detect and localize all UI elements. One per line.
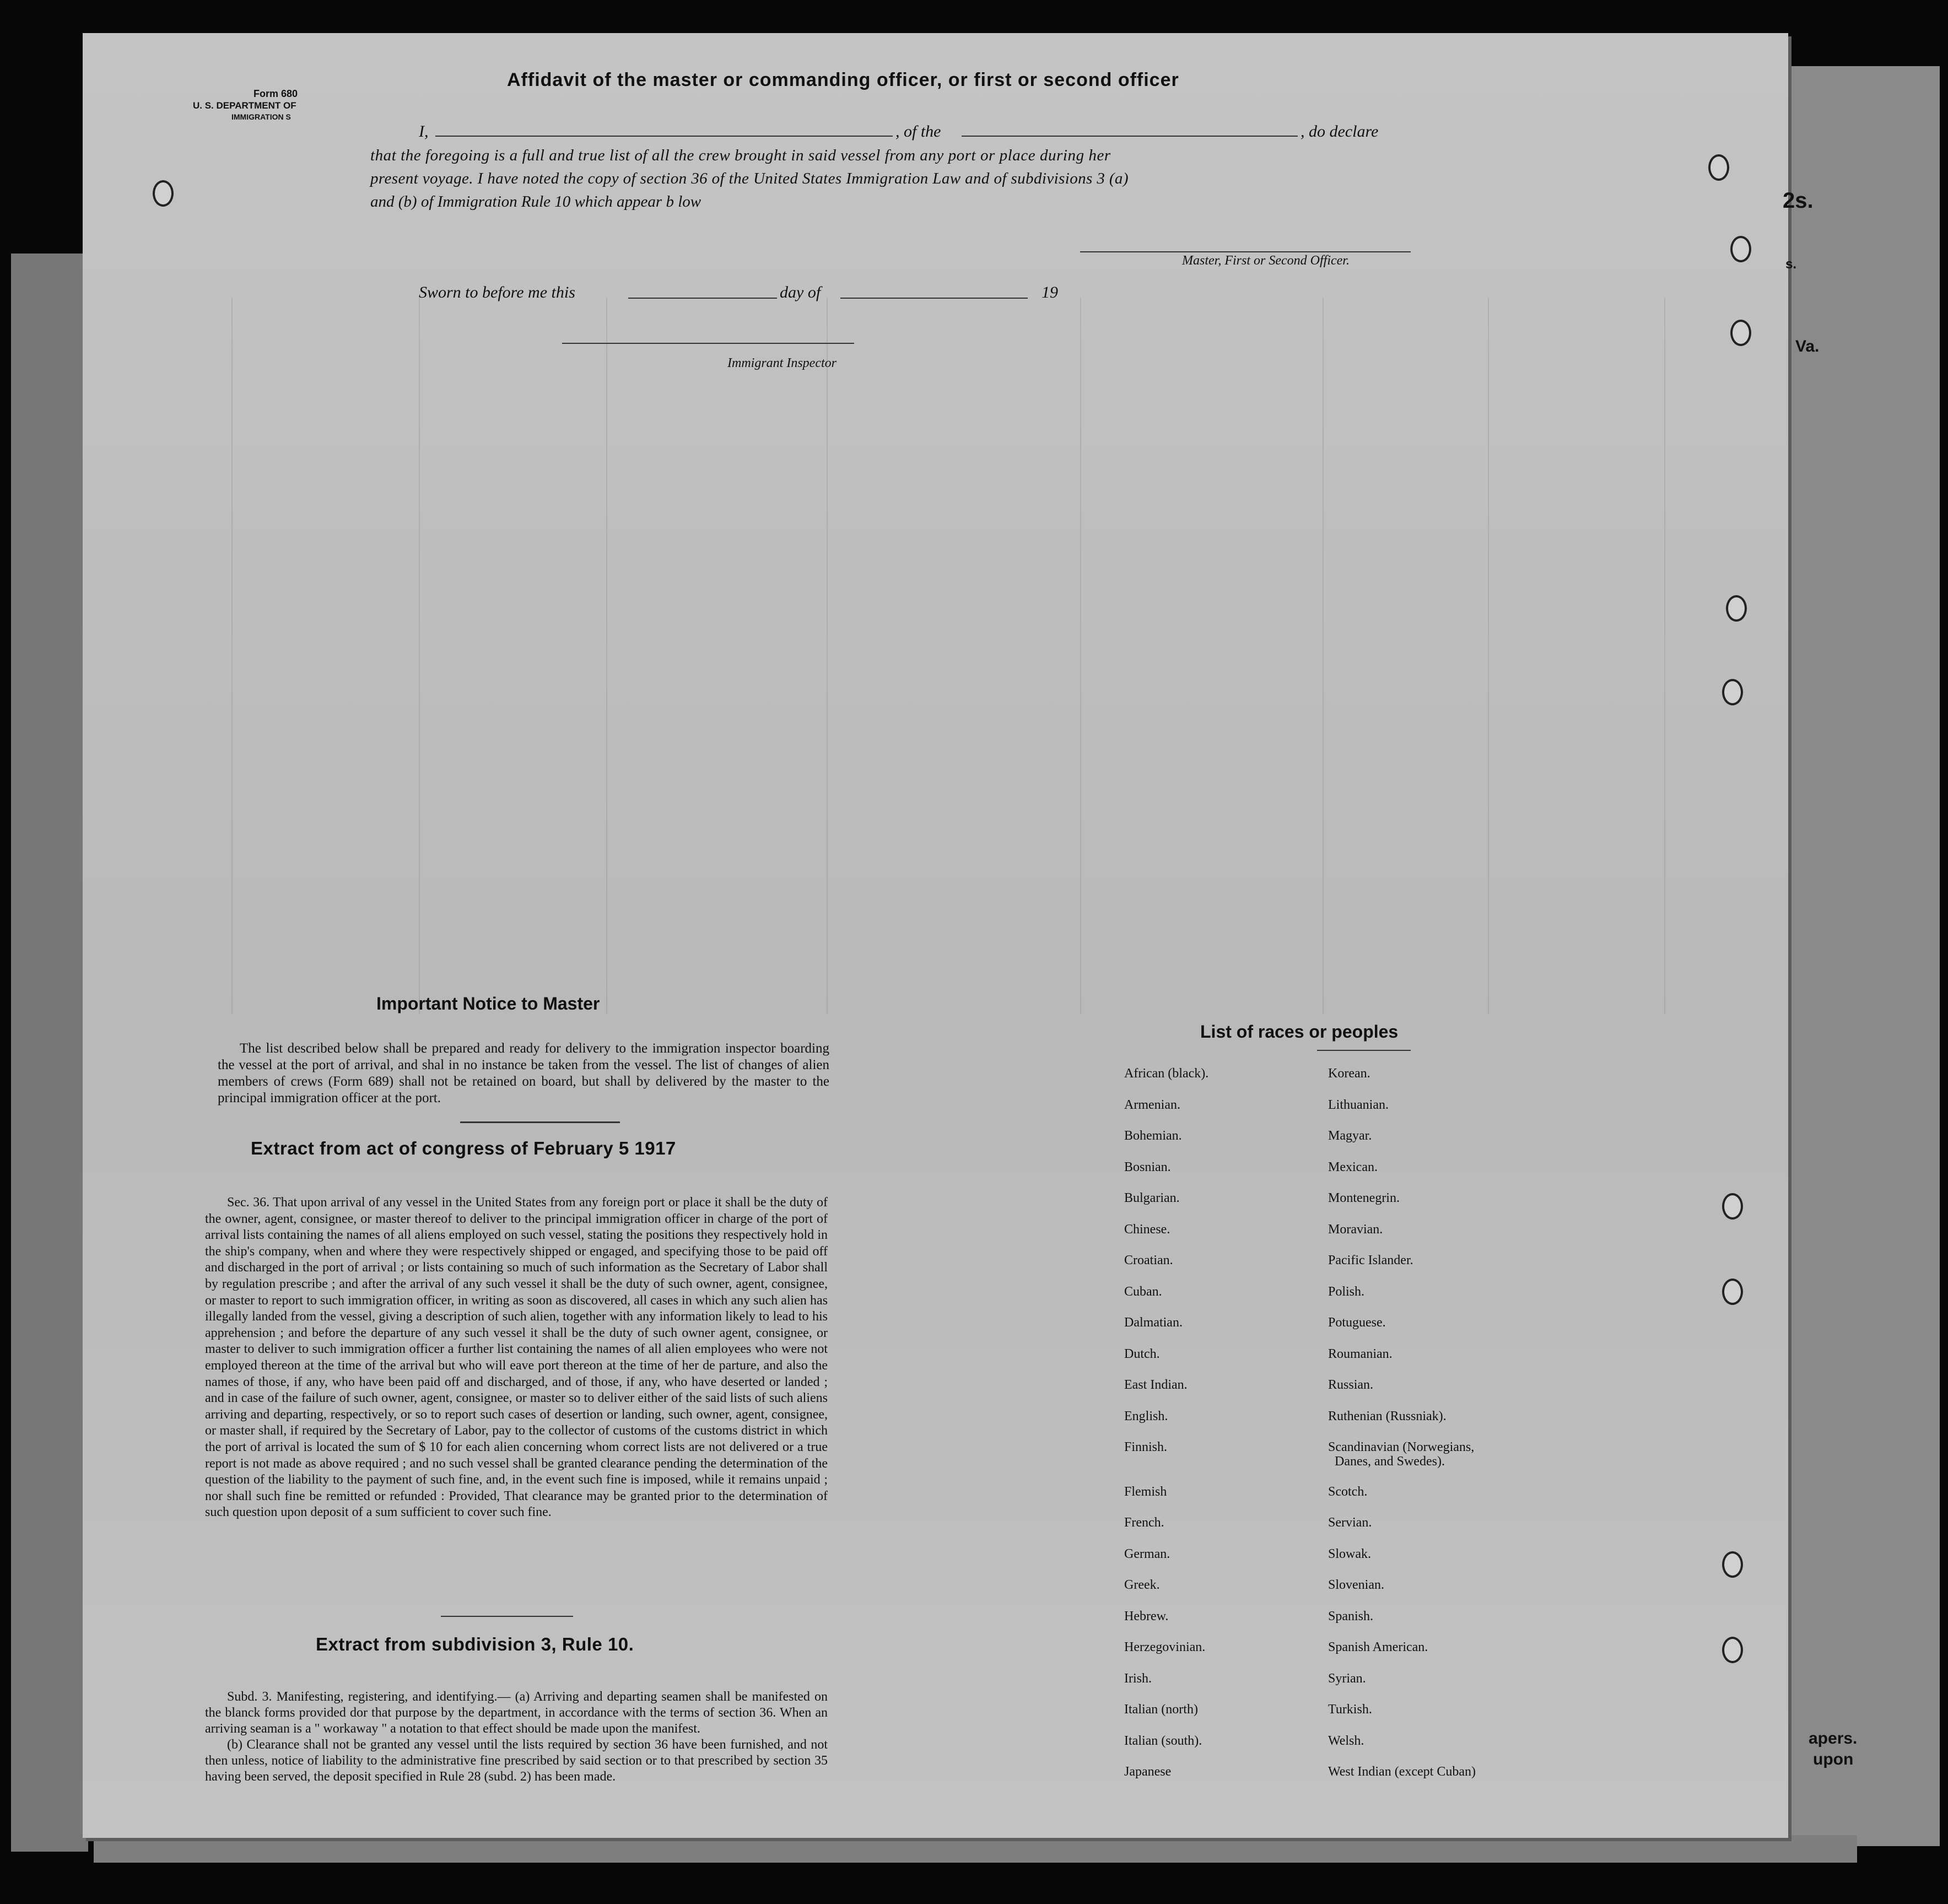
races-underline — [1317, 1050, 1411, 1051]
punch-hole — [1730, 236, 1751, 262]
separator-1 — [460, 1121, 620, 1123]
race-item: Italian (south). — [1124, 1733, 1202, 1748]
race-item: Servian. — [1328, 1515, 1372, 1530]
punch-hole — [1726, 595, 1747, 622]
race-item: Hebrew. — [1124, 1609, 1169, 1623]
separator-2 — [441, 1616, 573, 1617]
notice-body — [218, 1040, 829, 1107]
underlying-sheet — [1780, 66, 1940, 1846]
race-item: Dalmatian. — [1124, 1315, 1183, 1330]
sworn-label: Sworn to before me this — [419, 283, 575, 301]
race-item: Roumanian. — [1328, 1346, 1393, 1361]
margin-number: 2s. — [1783, 188, 1814, 213]
race-item: Welsh. — [1328, 1733, 1364, 1748]
punch-hole — [1722, 1551, 1743, 1578]
affidavit-of-the: , of the — [895, 122, 941, 141]
year-label: 19 — [1042, 283, 1058, 301]
master-signature-line — [1080, 251, 1411, 252]
race-item: Polish. — [1328, 1284, 1365, 1299]
race-item: German. — [1124, 1546, 1170, 1561]
sworn-month-blank — [840, 298, 1028, 299]
race-item: Bohemian. — [1124, 1129, 1182, 1143]
inspector-label: Immigrant Inspector — [727, 356, 837, 370]
extract-act-body — [205, 1195, 828, 1521]
race-item: Bulgarian. — [1124, 1191, 1180, 1205]
affidavit-line-4: and (b) of Immigration Rule 10 which appear b low — [370, 193, 702, 211]
race-item: Greek. — [1124, 1578, 1160, 1592]
race-item: Herzegovinian. — [1124, 1640, 1206, 1654]
race-item: Croatian. — [1124, 1253, 1173, 1267]
race-item: Slowak. — [1328, 1546, 1371, 1561]
section-36-text: Sec. 36. That upon arrival of any vessel in the United States from any foreign port or place it shall be the duty of the owner, agent, consignee, or master thereof to deliver to the principal immigration officer in charge of the port of arrival lists containing the names of all aliens employed on such vessel, stating the positions they respectively hold in the ship's company, when and where they were respectively shipped or engaged, and specifying those to be paid off and discharged in the port of arrival ; or lists containing so much of such information as the Secretary of Labor shall by regulation prescribe ; and after the arrival of any such vessel it shall be the duty of such owner, agent, consignee, or master to report to such immigration officer, in writing as soon as discovered, all cases in which any such alien has illegally landed from the vessel, giving a description of such alien, together with any information likely to lead to his apprehension ; and before the departure of any such vessel it shall be the duty of such owner agent, consignee, or master to deliver to such immigration officer a further list containing the names of all alien employees who were not employed thereon at the time of the arrival but who will eave port thereon at the time of her de parture, and also the names of those, if any, who have been paid off and discharged, and of those, if any, who have deserted or landed ; and in case of the failure of such owner, agent, consignee, or master so to deliver either of the said lists of such aliens arriving and departing, respectively, or so to report such cases of desertion or landing, such owner, agent, consignee, or master shall, if required by the Secretary of Labor, pay to the collector of customs of the customs district in which the port of arrival is located the sum of $ 10 for each alien concerning whom correct lists are not delivered or a true report is not made as above required ; and no such vessel shall be granted clearance pending the determination of the question of the liability to the payment of such fine, and, in the event such fine is imposed, while it remains unpaid ; nor shall such fine be remitted or refunded : Provided, That clearance may be granted prior to the determination of such question upon deposit of a sum sufficient to cover such fine. — [205, 1195, 828, 1520]
race-item: Slovenian. — [1328, 1578, 1384, 1592]
name-blank — [435, 136, 893, 137]
sworn-day-blank — [628, 298, 777, 299]
race-item: Flemish — [1124, 1484, 1167, 1499]
race-item: Russian. — [1328, 1378, 1374, 1392]
extract-act-title: Extract from act of congress of February 5 1917 — [251, 1138, 676, 1158]
race-item: Finnish. — [1124, 1440, 1168, 1454]
race-item: Armenian. — [1124, 1097, 1180, 1112]
punch-hole — [1708, 154, 1729, 181]
race-item: Spanish. — [1328, 1609, 1374, 1623]
margin-s: s. — [1785, 257, 1797, 272]
race-item: Italian (north) — [1124, 1702, 1198, 1717]
margin-papers: apers. — [1809, 1729, 1858, 1747]
race-item: Potuguese. — [1328, 1315, 1386, 1330]
underlying-sheet-left — [11, 253, 88, 1852]
race-item: West Indian (except Cuban) — [1328, 1765, 1476, 1779]
race-item: English. — [1124, 1409, 1168, 1423]
punch-hole — [153, 180, 174, 207]
race-item: Chinese. — [1124, 1222, 1170, 1237]
manifest-page — [83, 33, 1788, 1838]
master-signature-label: Master, First or Second Officer. — [1182, 253, 1350, 268]
affidavit-i: I, — [419, 122, 429, 141]
race-item: Turkish. — [1328, 1702, 1372, 1717]
service-label: IMMIGRATION S — [231, 112, 291, 121]
race-item: Scandinavian (Norwegians, Danes, and Swedes). — [1328, 1440, 1475, 1469]
punch-hole — [1730, 320, 1751, 346]
race-item: Ruthenian (Russniak). — [1328, 1409, 1447, 1423]
affidavit-title: Affidavit of the master or commanding officer, or first or second officer — [507, 69, 1179, 90]
affidavit-line-3: present voyage. I have noted the copy of section 36 of the United States Immigration Law and of subdivisions 3 (a) — [370, 170, 1129, 187]
race-item: Lithuanian. — [1328, 1097, 1389, 1112]
race-item: Bosnian. — [1124, 1159, 1171, 1174]
race-item: African (black). — [1124, 1066, 1209, 1081]
affidavit-do-declare: , do declare — [1301, 122, 1379, 141]
race-item: Irish. — [1124, 1671, 1152, 1686]
rule-para-a: Subd. 3. Manifesting, registering, and identifying.— (a) Arriving and departing seamen shall be manifested on the blanck forms provided dor that purpose by the department, in accordance with the terms of section 36. When an arriving seaman is a " workaway " a notation to that effect should be made upon the manifest. — [205, 1690, 828, 1736]
race-item: Cuban. — [1124, 1284, 1162, 1299]
form-number: Form 680 — [253, 88, 298, 99]
race-item: Korean. — [1328, 1066, 1370, 1081]
punch-hole — [1722, 1279, 1743, 1305]
department-label: U. S. DEPARTMENT OF — [193, 100, 296, 111]
punch-hole — [1722, 1193, 1743, 1220]
punch-hole — [1722, 679, 1743, 705]
race-item: French. — [1124, 1515, 1164, 1530]
races-title: List of races or peoples — [1200, 1022, 1399, 1042]
race-item: Mexican. — [1328, 1159, 1378, 1174]
notice-title: Important Notice to Master — [376, 994, 600, 1013]
race-item: Dutch. — [1124, 1346, 1160, 1361]
margin-va: Va. — [1795, 337, 1820, 355]
race-item: Pacific Islander. — [1328, 1253, 1413, 1267]
underlying-sheet-bottom — [94, 1835, 1857, 1863]
race-item: East Indian. — [1124, 1378, 1188, 1392]
race-item: Japanese — [1124, 1765, 1172, 1779]
day-of-label: day of — [780, 283, 821, 301]
extract-rule-title: Extract from subdivision 3, Rule 10. — [316, 1634, 634, 1654]
notice-text: The list described below shall be prepared and ready for delivery to the immigration inspector boarding the vessel at the port of arrival, and shal in no instance be taken from the vessel. The list of changes of alien members of crews (Form 689) shall not be retained on board, but shall by delivered by the master to the principal immigration officer at the port. — [218, 1041, 829, 1105]
rule-para-b: (b) Clearance shall not be granted any vessel until the lists required by section 36 have been furnished, and not then unless, notice of liability to the administrative fine prescribed by said section or to that prescribed by section 35 having been served, the deposit specified in Rule 28 (subd. 2) has been made. — [205, 1738, 828, 1784]
extract-rule-body — [205, 1689, 828, 1785]
affidavit-line-2: that the foregoing is a full and true list of all the crew brought in said vessel from any port or place during her — [370, 147, 1111, 164]
margin-upon: upon — [1813, 1750, 1854, 1768]
race-item: Spanish American. — [1328, 1640, 1428, 1654]
inspector-signature-line — [562, 343, 854, 344]
race-item: Scotch. — [1328, 1484, 1368, 1499]
punch-hole — [1722, 1637, 1743, 1663]
race-item: Magyar. — [1328, 1129, 1372, 1143]
race-item: Montenegrin. — [1328, 1191, 1400, 1205]
race-item: Syrian. — [1328, 1671, 1366, 1686]
race-item: Moravian. — [1328, 1222, 1383, 1237]
vessel-blank — [962, 136, 1298, 137]
